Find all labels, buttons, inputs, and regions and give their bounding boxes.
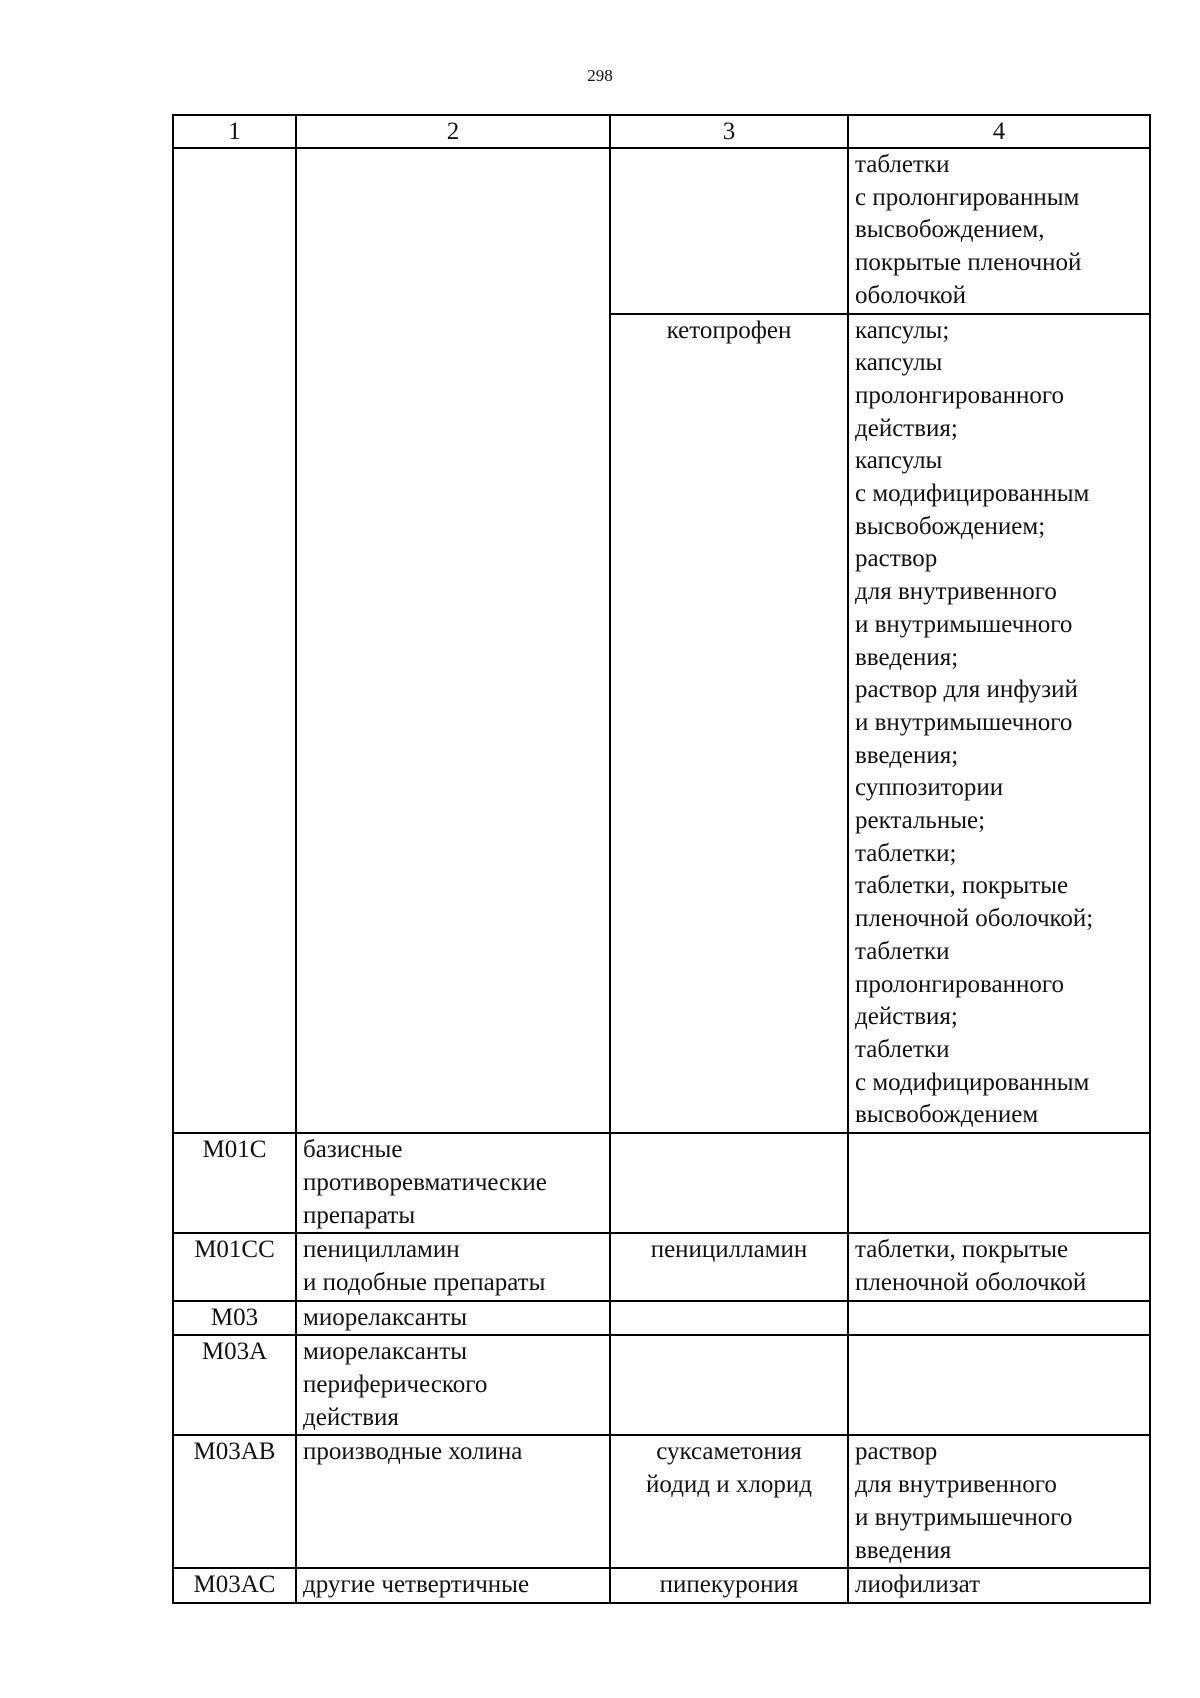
cell-line: кетопрофен [666,316,792,344]
table-row [173,1301,1150,1336]
cell-line: высвобождением, [855,216,1045,244]
column-header-1: 1 [173,115,296,148]
cell-line: и подобные препараты [303,1268,546,1296]
cell-line: лиофилизат [855,1571,981,1599]
cell-line: действия; [855,414,958,442]
cell-line: таблетки [855,1035,950,1063]
atc-code-cell: M03AC [173,1568,296,1603]
page-number: 298 [587,66,613,85]
header-row [173,115,1150,148]
group-name-cell [296,148,610,1133]
atc-code-cell: M03A [173,1335,296,1435]
dosage-forms-cell [848,1435,1150,1568]
table-row [173,1568,1150,1603]
cell-line: пленочной оболочкой [855,1268,1087,1296]
cell-line: раствор [855,545,938,573]
cell-line: действия; [855,1003,958,1031]
dosage-forms-cell [848,1233,1150,1300]
cell-line: для внутривенного [855,578,1057,606]
medication-table [172,114,1151,1604]
dosage-forms-cell [848,1568,1150,1603]
dosage-forms-cell [848,1301,1150,1336]
cell-line: миорелаксанты [303,1338,467,1366]
cell-line: высвобождением [855,1101,1039,1129]
table-row [173,1335,1150,1435]
substance-cell [610,1233,848,1300]
dosage-forms-cell [848,1133,1150,1233]
cell-line: с пролонгированным [855,183,1080,211]
table-row [173,1435,1150,1568]
atc-code-cell: M01C [173,1133,296,1233]
column-header-4: 4 [848,115,1150,148]
cell-line: действия [303,1403,399,1431]
dosage-forms-cell [848,1335,1150,1435]
table-row [173,148,1150,314]
group-name-cell [296,1233,610,1300]
group-name-cell [296,1568,610,1603]
cell-line: и внутримышечного [855,610,1073,638]
cell-line: таблетки, покрытые [855,1236,1069,1264]
table-row [173,1133,1150,1233]
table-row [173,1233,1150,1300]
cell-line: раствор [855,1438,938,1466]
cell-line: ректальные; [855,807,986,835]
cell-line: таблетки; [855,839,957,867]
group-name-cell [296,1435,610,1568]
column-header-2: 2 [296,115,610,148]
cell-line: введения [855,1536,952,1564]
substance-cell [610,1301,848,1336]
cell-line: пролонгированного [855,970,1064,998]
cell-line: таблетки, покрытые [855,872,1069,900]
cell-line: суксаметония [656,1438,802,1466]
cell-line: введения; [855,643,959,671]
cell-line: и внутримышечного [855,708,1073,736]
substance-cell [610,1133,848,1233]
cell-line: противоревматические [303,1168,547,1196]
cell-line: суппозитории [855,774,1004,802]
cell-line: миорелаксанты [303,1303,467,1331]
substance-cell [610,148,848,314]
cell-line: базисные [303,1136,403,1164]
cell-line: введения; [855,741,959,769]
cell-line: с модифицированным [855,480,1090,508]
cell-line: с модифицированным [855,1068,1090,1096]
cell-line: другие четвертичные [303,1571,530,1599]
substance-cell [610,1435,848,1568]
cell-line: раствор для инфузий [855,676,1078,704]
cell-line: пролонгированного [855,381,1064,409]
atc-code-cell [173,148,296,1133]
cell-line: пипекурония [659,1571,799,1599]
atc-code-cell: M01CC [173,1233,296,1300]
cell-line: йодид и хлорид [646,1471,812,1499]
column-header-3: 3 [610,115,848,148]
dosage-forms-cell [848,314,1150,1134]
substance-cell [610,1568,848,1603]
cell-line: и внутримышечного [855,1503,1073,1531]
cell-line: для внутривенного [855,1471,1057,1499]
group-name-cell [296,1335,610,1435]
cell-line: периферического [303,1371,488,1399]
cell-line: капсулы [855,447,943,475]
cell-line: капсулы [855,349,943,377]
substance-cell [610,1335,848,1435]
cell-line: производные холина [303,1438,523,1466]
substance-cell [610,314,848,1134]
cell-line: высвобождением; [855,512,1046,540]
cell-line: пленочной оболочкой; [855,905,1094,933]
group-name-cell [296,1133,610,1233]
cell-line: оболочкой [855,281,967,309]
atc-code-cell: M03AB [173,1435,296,1568]
dosage-forms-cell [848,148,1150,314]
group-name-cell [296,1301,610,1336]
cell-line: таблетки [855,937,950,965]
cell-line: пеницилламин [650,1236,808,1264]
cell-line: таблетки [855,151,950,178]
cell-line: пеницилламин [303,1236,460,1264]
cell-line: капсулы; [855,316,950,344]
cell-line: препараты [303,1201,416,1229]
atc-code-cell: M03 [173,1301,296,1336]
table-body [173,148,1150,1603]
cell-line: покрытые пленочной [855,249,1082,277]
